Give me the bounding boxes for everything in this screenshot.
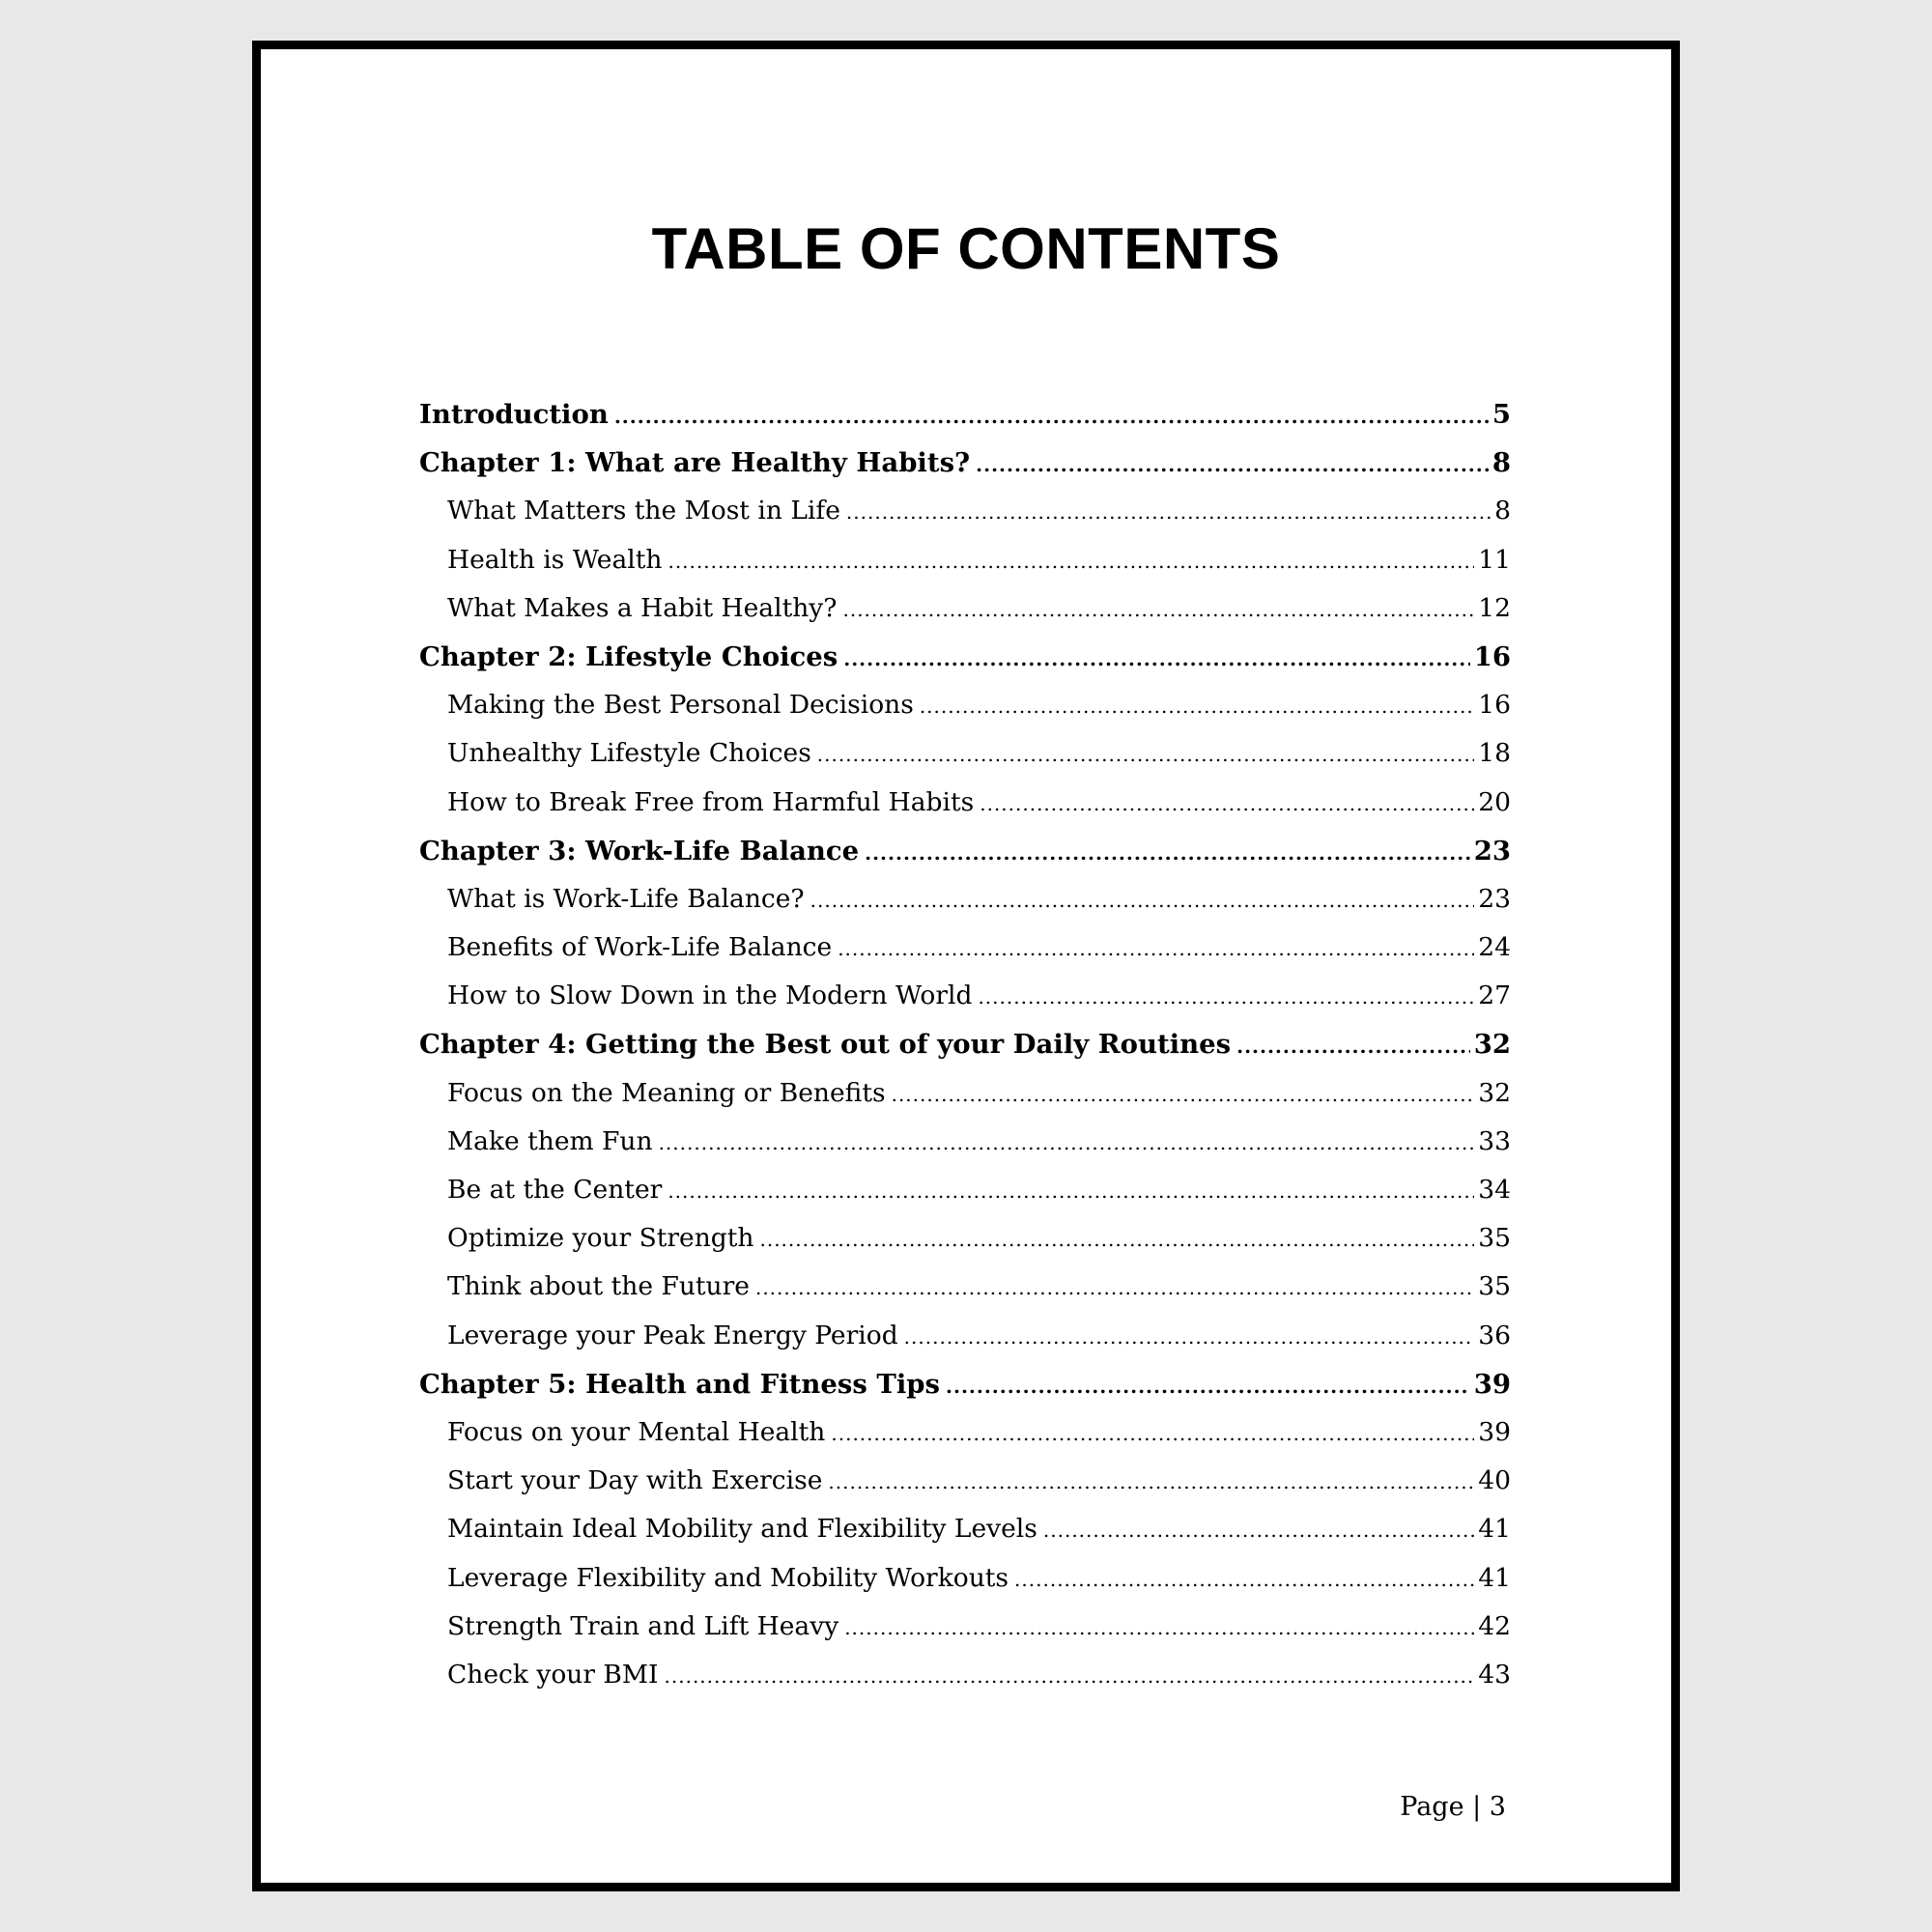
toc-dot-leader	[846, 500, 1491, 524]
toc-entry-page-number: 40	[1478, 1465, 1511, 1496]
toc-dot-leader	[976, 453, 1489, 476]
toc-section-entry	[419, 1514, 1511, 1562]
toc-section-entry	[419, 884, 1511, 932]
toc-entry-label: Maintain Ideal Mobility and Flexibility Levels	[447, 1514, 1037, 1545]
toc-dot-leader	[668, 1179, 1474, 1203]
toc-entry-page-number: 35	[1478, 1223, 1511, 1254]
toc-entry-label: Chapter 1: What are Healthy Habits?	[419, 447, 971, 479]
toc-dot-leader	[817, 743, 1474, 766]
toc-section-entry	[419, 1175, 1511, 1223]
toc-section-entry	[419, 1271, 1511, 1320]
toc-entry-label: How to Break Free from Harmful Habits	[447, 786, 975, 817]
toc-section-entry	[419, 980, 1511, 1029]
toc-dot-leader	[668, 550, 1474, 573]
toc-dot-leader	[1236, 1035, 1470, 1058]
toc-dot-leader	[892, 1083, 1475, 1106]
toc-entry-page-number: 16	[1473, 640, 1511, 672]
document-page	[252, 41, 1680, 1891]
toc-dot-leader	[920, 695, 1474, 718]
toc-entry-label: Optimize your Strength	[447, 1223, 754, 1254]
toc-dot-leader	[759, 1228, 1474, 1251]
toc-entry-label: Make them Fun	[447, 1125, 653, 1156]
toc-entry-label: Start your Day with Exercise	[447, 1465, 823, 1496]
toc-entry-label: What Makes a Habit Healthy?	[447, 592, 838, 623]
toc-dot-leader	[842, 598, 1474, 621]
toc-entry-label: Making the Best Personal Decisions	[447, 690, 914, 721]
toc-dot-leader	[810, 889, 1475, 912]
toc-section-entry	[419, 1660, 1511, 1708]
toc-entry-label: Health is Wealth	[447, 544, 663, 575]
toc-dot-leader	[838, 937, 1474, 960]
toc-chapter-entry	[419, 399, 1511, 447]
toc-dot-leader	[614, 405, 1489, 428]
toc-entry-page-number: 32	[1473, 1029, 1511, 1061]
toc-dot-leader	[1014, 1568, 1474, 1591]
toc-dot-leader	[865, 841, 1470, 865]
toc-section-entry	[419, 1078, 1511, 1126]
toc-entry-page-number: 16	[1478, 690, 1511, 721]
toc-section-entry	[419, 787, 1511, 836]
toc-entry-label: How to Slow Down in the Modern World	[447, 980, 973, 1011]
toc-entry-label: Chapter 3: Work-Life Balance	[419, 835, 860, 867]
toc-entry-label: What Matters the Most in Life	[447, 496, 840, 526]
toc-section-entry	[419, 932, 1511, 980]
toc-entry-page-number: 39	[1478, 1416, 1511, 1447]
toc-entry-label: Be at the Center	[447, 1175, 663, 1205]
toc-entry-label: Leverage Flexibility and Mobility Workouts	[447, 1562, 1009, 1593]
toc-section-entry	[419, 738, 1511, 786]
toc-entry-page-number: 36	[1478, 1320, 1511, 1350]
toc-entry-page-number: 12	[1478, 592, 1511, 623]
toc-entry-page-number: 43	[1478, 1659, 1511, 1690]
toc-chapter-entry	[419, 447, 1511, 496]
toc-dot-leader	[831, 1422, 1474, 1445]
toc-dot-leader	[904, 1325, 1475, 1349]
page-number-footer: Page | 3	[1400, 1792, 1506, 1822]
toc-dot-leader	[844, 1616, 1474, 1639]
toc-entry-label: What is Work-Life Balance?	[447, 883, 805, 914]
toc-entry-label: Unhealthy Lifestyle Choices	[447, 738, 811, 769]
toc-entry-label: Chapter 4: Getting the Best out of your Daily Routines	[419, 1029, 1232, 1061]
toc-section-entry	[419, 545, 1511, 593]
toc-dot-leader	[659, 1131, 1475, 1154]
toc-entry-page-number: 8	[1492, 447, 1511, 479]
toc-entry-page-number: 34	[1478, 1175, 1511, 1205]
toc-chapter-entry	[419, 641, 1511, 690]
toc-section-entry	[419, 1321, 1511, 1369]
toc-entry-page-number: 33	[1478, 1125, 1511, 1156]
toc-entry-page-number: 23	[1473, 835, 1511, 867]
toc-entry-page-number: 18	[1478, 738, 1511, 769]
toc-entry-label: Focus on your Mental Health	[447, 1416, 826, 1447]
toc-entry-label: Chapter 2: Lifestyle Choices	[419, 640, 838, 672]
toc-section-entry	[419, 1465, 1511, 1514]
toc-dot-leader	[828, 1470, 1474, 1493]
toc-section-entry	[419, 1223, 1511, 1271]
toc-entry-label: Introduction	[419, 399, 609, 430]
toc-entry-page-number: 35	[1478, 1271, 1511, 1302]
toc-entry-page-number: 5	[1492, 399, 1511, 430]
toc-section-entry	[419, 1563, 1511, 1611]
toc-section-entry	[419, 593, 1511, 641]
toc-entry-label: Chapter 5: Health and Fitness Tips	[419, 1368, 941, 1400]
toc-dot-leader	[980, 792, 1474, 815]
toc-chapter-entry	[419, 1029, 1511, 1077]
toc-entry-page-number: 20	[1478, 786, 1511, 817]
toc-section-entry	[419, 1126, 1511, 1175]
toc-chapter-entry	[419, 836, 1511, 884]
toc-entry-page-number: 8	[1494, 496, 1511, 526]
toc-chapter-entry	[419, 1369, 1511, 1417]
toc-entry-page-number: 27	[1478, 980, 1511, 1011]
toc-dot-leader	[978, 985, 1474, 1009]
toc-entry-page-number: 41	[1478, 1562, 1511, 1593]
toc-entry-label: Focus on the Meaning or Benefits	[447, 1077, 886, 1108]
toc-entry-page-number: 41	[1478, 1514, 1511, 1545]
toc-entry-label: Strength Train and Lift Heavy	[447, 1610, 839, 1641]
toc-entry-page-number: 42	[1478, 1610, 1511, 1641]
toc-entry-label: Leverage your Peak Energy Period	[447, 1320, 898, 1350]
toc-entry-page-number: 11	[1478, 544, 1511, 575]
toc-entry-page-number: 39	[1473, 1368, 1511, 1400]
toc-entry-page-number: 23	[1478, 883, 1511, 914]
toc-dot-leader	[755, 1276, 1474, 1299]
toc-dot-leader	[843, 647, 1469, 670]
toc-section-entry	[419, 496, 1511, 544]
toc-entry-label: Check your BMI	[447, 1659, 659, 1690]
table-of-contents	[419, 399, 1511, 1708]
toc-entry-page-number: 32	[1478, 1077, 1511, 1108]
toc-entry-label: Benefits of Work-Life Balance	[447, 932, 833, 963]
toc-dot-leader	[946, 1375, 1470, 1398]
toc-dot-leader	[1043, 1519, 1474, 1542]
page-title: TABLE OF CONTENTS	[651, 216, 1281, 281]
toc-entry-label: Think about the Future	[447, 1271, 750, 1302]
toc-entry-page-number: 24	[1478, 932, 1511, 963]
toc-section-entry	[419, 1417, 1511, 1465]
toc-section-entry	[419, 690, 1511, 738]
toc-dot-leader	[665, 1664, 1475, 1688]
toc-section-entry	[419, 1611, 1511, 1660]
